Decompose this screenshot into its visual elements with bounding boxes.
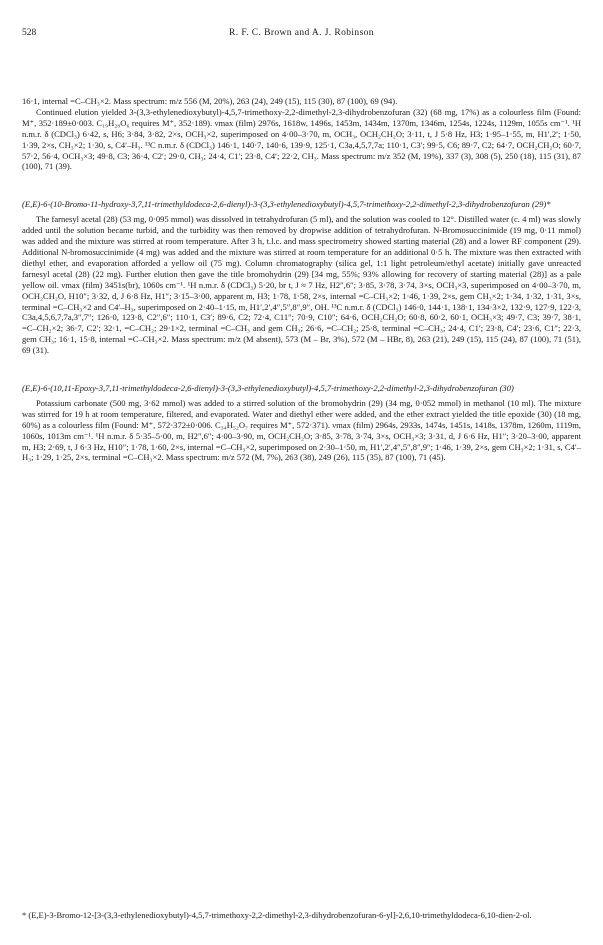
section-gap [22,356,581,383]
article-body [22,96,581,463]
page-number: 528 [22,28,37,38]
running-head: R. F. C. Brown and A. J. Robinson [229,28,374,38]
page-header [22,28,581,42]
section-gap [22,172,581,199]
compound-title-29: (E,E)-6-(10-Bromo-11-hydroxy-3,7,11-trimethyldodeca-2,6-dienyl)-3-(3,3-ethylenedioxybutyl)-4,5,7-trimethoxy-2,2-dimethyl-2,3-dihydrobenzofuran (29)* [22,199,551,210]
paragraph-bromohydrin-procedure: The farnesyl acetal (28) (53 mg, 0·095 mmol) was dissolved in tetrahydrofuran (5 ml), and the solution was cooled to 12°. Distilled water (c. 4 ml) was slowly added until the solution became turbid, and the turbidity was then removed by dropwise addition of tetrahydrofuran. N-Bromosuccinimide (19 mg, 0·11 mmol) was added and the mixture was stirred at room temperature. After 3 h, t.l.c. and mass spectrometry showed starting material (28) and a lower RF component (29). Additional N-bromosuccinimide (4 mg) was added and the mixture was stirred at room temperature for an additional 0·5 h. The mixture was then extracted with diethyl ether, and evaporation afforded a yellow oil (75 mg). Column chromatography (silica gel, 1:1 light petroleum/ethyl acetate) initially gave unreacted farnesyl acetal (28) (22 mg). Further elution then gave the title bromohydrin (29) [34 mg, 55%; 93% allowing for recovery of starting material (28)] as a pale yellow oil. νmax (film) 3451s(br), 1060s cm⁻¹. ¹H n.m.r. δ (CDCl₃) 5·20, br t, J ≈ 7 Hz, H2″,6″; 3·85, 3·78, 3·74, 3×s, OCH₃×3, superimposed on 4·00–3·70, m, OCH₂CH₂O, H10″; 3·32, d, J 6·8 Hz, H1″; 3·15–3·00, apparent m, H3; 1·78, 1·58, 2×s, internal =C–CH₃×2; 1·46, 1·39, 2×s, gem CH₃×2; 1·34, 1·32, 1·31, 3×s, terminal =C–CH₃×2 and C4′–H₃, superimposed on 2·40–1·15, m, H1′,2′,4″,5″,8″,9″, OH. ¹³C n.m.r. δ (CDCl₃) 146·0, 144·1, 138·1, 134·3×2, 132·9, 127·9, 122·3, C3a,4,5,6,7,7a,3″,7″; 126·0, 123·8, C2″,6″; 110·1, C3′; 89·6, C2; 72·4, C11″; 70·9, C10″; 64·6, OCH₂CH₂O; 60·8, 60·2, 60·1, OCH₃×3; 49·7, C3; 39·7, 38·1, =C–CH₂×2; 36·7, C2′; 32·1, =C–CH₂; 29·1×2, terminal =C–CH₃ and gem CH₃; 26·6, =C–CH₂; 25·8, terminal =C–CH₃; 24·4, C1′; 23·8, C4′; 23·6, C1″; 22·3, gem CH₃; 16·1, 15·8, internal =C–CH₃×2. Mass spectrum: m/z (M absent), 573 (M – Br, 3%), 572 (M – HBr, 8), 263 (21), 249 (15), 115 (24), 87 (100), 71 (51), 69 (31). [22,214,581,356]
paragraph-epoxide-procedure: Potassium carbonate (500 mg, 3·62 mmol) was added to a stirred solution of the bromohydrin (29) (34 mg, 0·052 mmol) in methanol (10 ml). The mixture was stirred for 19 h at room temperature, filtered, and evaporated. Water and diethyl ether were added, and the ether extract yielded the title epoxide (30) (18 mg, 60%) as a colourless film (Found: M⁺, 572·372±0·006. C₃₄H₅₂O₇ requires M⁺, 572·371). νmax (film) 2964s, 2933s, 1474s, 1451s, 1418s, 1378m, 1260m, 1119m, 1060s, 1013m cm⁻¹. ¹H n.m.r. δ 5·35–5·00, m, H2″,6″; 4·00–3·90, m, OCH₂CH₂O; 3·85, 3·78, 3·74, 3×s, OCH₃×3; 3·31, d, J 6·6 Hz, H1″; 3·20–3·00, apparent m, H3; 2·69, t, J 6·3 Hz, H10″; 1·78, 1·60, 2×s, internal =C–CH₃×2, superimposed on 2·30–1·50, m, H1′,2′,4″,5″,8″,9″; 1·46, 1·39, 2×s, gem CH₃×2; 1·31, s, C4′–H₃; 1·29, 1·25, 2×s, terminal =C–CH₃×2. Mass spectrum: m/z 572 (M, 7%), 263 (38), 249 (26), 115 (35), 87 (100), 71 (45). [22,397,581,463]
paragraph-spectrum-continuation: 16·1, internal =C–CH₃×2. Mass spectrum: m/z 556 (M, 20%), 263 (24), 249 (15), 115 (30), 87 (100), 69 (94). [22,96,398,106]
footnote: * (E,E)-3-Bromo-12-[3-(3,3-ethylenedioxybutyl)-4,5,7-trimethoxy-2,2-dimethyl-2,3-dihydrobenzofuran-6-yl]-2,6,10-trimethyldodeca-6,10-dien-2-ol. [22,910,532,920]
paragraph-compound-32: Continued elution yielded 3-(3,3-ethylenedioxybutyl)-4,5,7-trimethoxy-2,2-dimethyl-2,3-dihydrobenzofuran (32) (68 mg, 17%) as a colourless film (Found: M⁺, 352·189±0·003. C₁₉H₂₈O₆ requires M⁺, 352·189). νmax (film) 2976s, 1618w, 1496s, 1453m, 1434m, 1370m, 1346m, 1254s, 1224s, 1129m, 1055s cm⁻¹. ¹H n.m.r. δ (CDCl₃) 6·42, s, H6; 3·84, 3·82, 2×s, OCH₃×2, superimposed on 4·00–3·70, m, OCH₃, OCH₂CH₂O; 3·11, t, J 5·8 Hz, H3; 1·95–1·55, m, H1′,2′; 1·50, 1·39, 2×s, CH₃×2; 1·30, s, C4′–H₃. ¹³C n.m.r. δ (CDCl₃) 146·1, 140·7, 140·6, 139·9, 125·1, C3a,4,5,7,7a; 110·1, C3′; 99·5, C6; 89·7, C2; 64·7, OCH₂CH₂O; 60·7, 57·2, 56·4, OCH₃×3; 49·8, C3; 36·4, C2′; 29·0, CH₃; 24·4, C1′; 23·8, C4′; 22·2, CH₃. Mass spectrum: m/z 352 (M, 19%), 337 (3), 308 (5), 250 (18), 115 (31), 87 (100), 71 (39). [22,106,581,172]
compound-title-30: (E,E)-6-(10,11-Epoxy-3,7,11-trimethyldodeca-2,6-dienyl)-3-(3,3-ethylenedioxybutyl)-4,5,7-trimethoxy-2,2-dimethyl-2,3-dihydrobenzofuran (30) [22,383,514,394]
